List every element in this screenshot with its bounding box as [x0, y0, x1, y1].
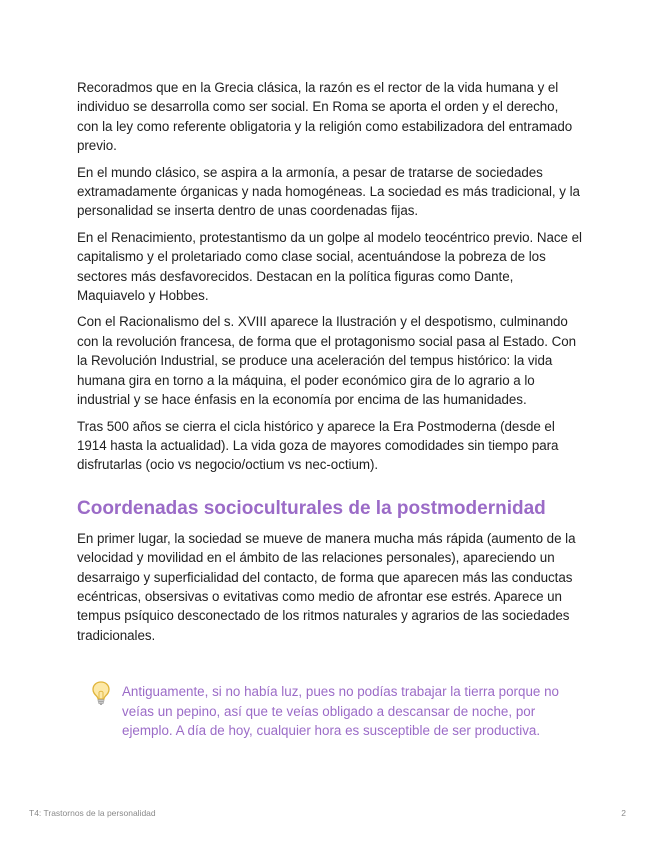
paragraph-2: En el mundo clásico, se aspira a la armonía, a pesar de tratarse de sociedades extramadamente órganicas y nada homogéneas. La sociedad es más tradicional, y la personalidad se inserta dentro de unas coordenadas fijas.: [77, 164, 580, 219]
callout-text: Antiguamente, si no había luz, pues no podías trabajar la tierra porque no veías un pepino, así que te veías obligado a descansar de noche, por ejemplo. A día de hoy, cualquier hora es susceptible de ser productiva.: [122, 684, 559, 739]
lightbulb-icon: [90, 680, 112, 706]
main-content: [77, 78, 582, 652]
paragraph-1: Recoradmos que en la Grecia clásica, la razón es el rector de la vida humana y el individuo se desarrolla como ser social. En Roma se aporta el orden y el derecho, con la ley como referente obligatoria y la religión como estabilizadora del entramado previo.: [77, 80, 573, 154]
page-number: 2: [621, 808, 626, 818]
paragraph-3: En el Renacimiento, protestantismo da un golpe al modelo teocéntrico previo. Nace el capitalismo y el proletariado como clase social, acentuándose la pobreza de los sectores más desfavorecidos. Destacan en la política figuras como Dante, Maquiavelo y Hobbes.: [77, 229, 582, 304]
section-heading: Coordenadas socioculturales de la postmodernidad: [77, 497, 546, 519]
section-paragraph: En primer lugar, la sociedad se mueve de manera mucha más rápida (aumento de la velocidad y movilidad en el ámbito de las relaciones personales), apareciendo un desarraigo y superficialidad del contacto, de forma que aparecen más las conductas ecéntricas, obsersivas o evitativas como medio de afrontar ese estrés. Aparece un tempus psíquico desconectado de los ritmos naturales y agrarios de las sociedades tradicionales.: [77, 530, 576, 643]
paragraph-5: Tras 500 años se cierra el cicla histórico y aparece la Era Postmoderna (desde el 1914 hasta la actualidad). La vida goza de mayores comodidades sin tiempo para disfrutarlas (ocio vs negocio/octium vs nec-octium).: [77, 418, 559, 473]
paragraph-4: Con el Racionalismo del s. XVIII aparece la Ilustración y el despotismo, culminando con la revolución francesa, de forma que el protagonismo social pasa al Estado. Con la Revolución Industrial, se produce una aceleración del tempus histórico: la vida humana gira en torno a la máquina, el poder económico gira de lo agrario a lo industrial y se hace énfasis en la economía por encima de las humanidades.: [77, 314, 577, 408]
footer-title: T4: Trastornos de la personalidad: [29, 808, 156, 818]
